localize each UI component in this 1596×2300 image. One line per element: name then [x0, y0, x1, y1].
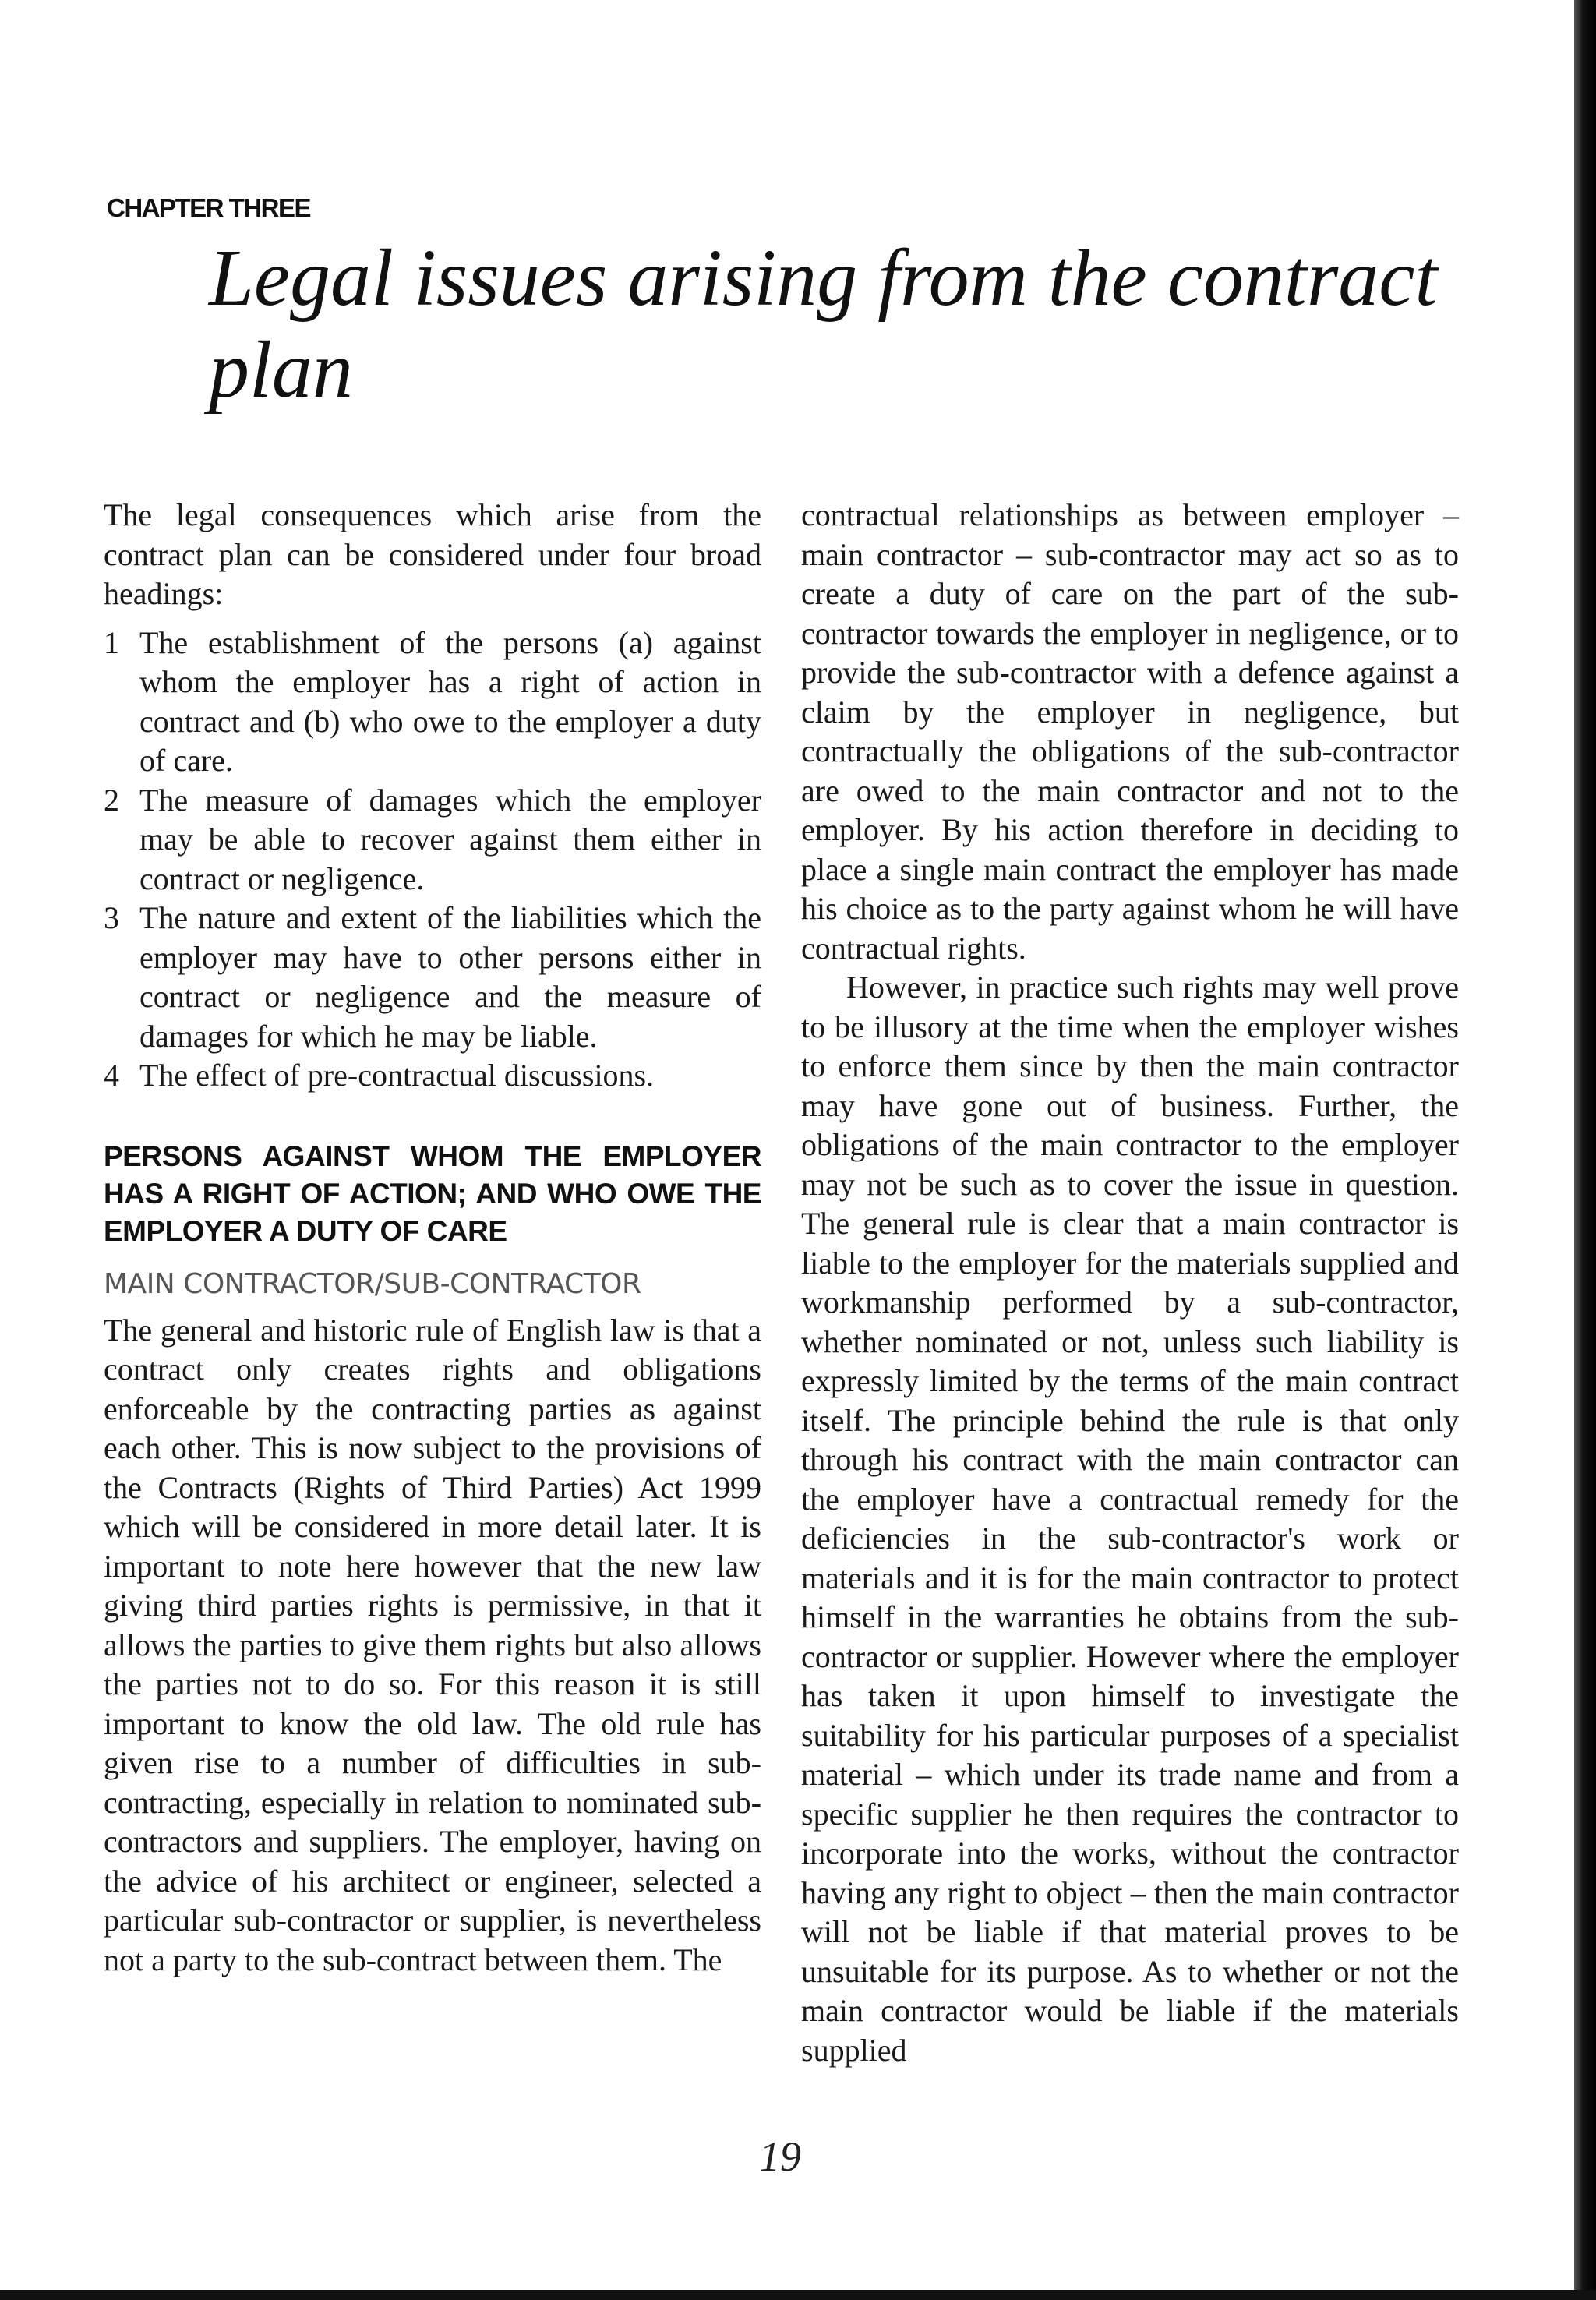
list-item [104, 899, 761, 1056]
right-column [801, 496, 1459, 2070]
scan-edge-right [1574, 0, 1596, 2300]
list-item-number: 3 [104, 900, 119, 935]
list-item-text: The measure of damages which the employer may be able to recover against them either in contract or negligence. [139, 782, 761, 896]
body-paragraph: contractual relationships as between employer – main contractor – sub-contractor may act so as to create a duty of care on the part of the sub-contractor towards the employer in negligence, or to provide the sub-contractor with a defence against a claim by the employer in negligence, but contractually the obligations of the sub-contractor are owed to the main contractor and not to the employer. By his action therefore in deciding to place a single main contract the employer has made his choice as to the party against whom he will have contractual rights. [801, 497, 1459, 966]
subsection-heading: MAIN CONTRACTOR/SUB-CONTRACTOR [104, 1267, 641, 1300]
chapter-label: CHAPTER THREE [107, 193, 311, 222]
list-item [104, 781, 761, 899]
list-item-text: The nature and extent of the liabilities which the employer may have to other persons either in contract or negligence and the measure of damages for which he may be liable. [139, 900, 761, 1054]
list-item-text: The effect of pre-contractual discussions. [139, 1058, 655, 1093]
list-item-number: 2 [104, 782, 119, 818]
body-paragraph: However, in practice such rights may well prove to be illusory at the time when the employer wishes to enforce them since by then the main contractor may have gone out of business. Further, the obligations of the main contractor to the employer may not be such as to cover the issue in question. The general rule is clear that a main contractor is liable to the employer for the materials supplied and workmanship performed by a sub-contractor, whether nominated or not, unless such liability is expressly limited by the terms of the main contract itself. The principle behind the rule is that only through his contract with the main contractor can the employer have a contractual remedy for the deficiencies in the sub-contractor's work or materials and it is for the main contractor to protect himself in the warranties he obtains from the sub-contractor or supplier. However where the employer has taken it upon himself to investigate the suitability for his particular purposes of a specialist material – which under its trade name and from a specific supplier he then requires the contractor to incorporate into the works, without the contractor having any right to object – then the main contractor will not be liable if that material proves to be unsuitable for its purpose. As to whether or not the main contractor would be liable if the materials supplied [801, 970, 1459, 2068]
scan-edge-bottom [0, 2290, 1596, 2300]
page-number: 19 [759, 2133, 801, 2180]
list-item-number: 4 [104, 1058, 119, 1093]
headings-list [104, 624, 761, 1096]
list-item [104, 1056, 761, 1096]
list-item-text: The establishment of the persons (a) against whom the employer has a right of action in contract and (b) who owe to the employer a duty of care. [139, 624, 761, 778]
body-paragraph: The general and historic rule of English law is that a contract only creates rights and obligations enforceable by the contracting parties as against each other. This is now subject to the provisions of the Contracts (Rights of Third Parties) Act 1999 which will be considered in more detail later. It is important to note here however that the new law giving third parties rights is permissive, in that it allows the parties to give them rights but also allows the parties not to do so. For this reason it is still important to know the old law. The old rule has given rise to a number of difficulties in sub-contracting, especially in relation to nominated sub-contractors and suppliers. The employer, having on the advice of his architect or engineer, selected a particular sub-contractor or supplier, is nevertheless not a party to the sub-contract between them. The [104, 1312, 761, 1977]
left-column [104, 496, 761, 1980]
intro-paragraph: The legal consequences which arise from the contract plan can be considered under four broad headings: [104, 497, 761, 611]
list-item [104, 624, 761, 781]
section-heading: PERSONS AGAINST WHOM THE EMPLOYER HAS A RIGHT OF ACTION; AND WHO OWE THE EMPLOYER A DUTY OF CARE [104, 1139, 761, 1247]
list-item-number: 1 [104, 624, 119, 660]
chapter-title: Legal issues arising from the contract plan [209, 233, 1438, 415]
